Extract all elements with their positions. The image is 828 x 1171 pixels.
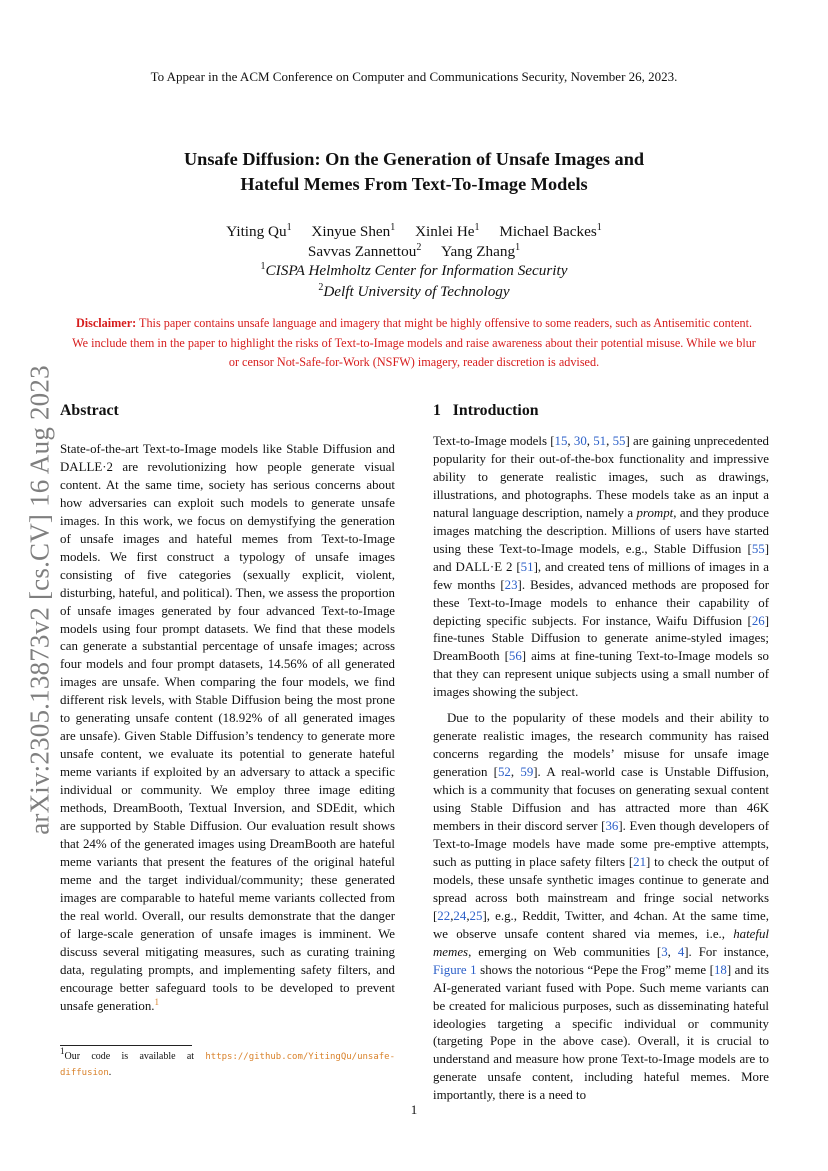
body-text: , and they produce images matching the description. Millions of users have started using these Text-to-Image models, e.g., Stable Diffusion [ <box>433 505 769 556</box>
body-text: , <box>667 944 678 959</box>
disclaimer-line-2: We include them in the paper to highlight the risks of Text-to-Image models and raise awareness about their potential misuse. While we blur <box>72 335 756 350</box>
citation-link[interactable]: 26 <box>751 613 765 628</box>
body-text: ]. Even though developers of Text-to-Image models have made some pre-emptive attempts, such as putting in place safety filters [ <box>433 819 770 869</box>
body-text: , <box>450 908 454 923</box>
footnote-text: Our code is available at <box>64 1051 195 1062</box>
body-text: , <box>586 434 594 448</box>
author-name: Savvas Zannettou$^2$ <box>307 242 422 260</box>
footnote-link[interactable]: https://github.com/YitingQu/unsafe-diffusion <box>60 1052 396 1078</box>
citation-link[interactable]: 30 <box>573 434 587 448</box>
citation-link[interactable]: 51 <box>593 434 607 448</box>
footnote: 1Our code is available at https://github.com/YitingQu/unsafe-diffusion. <box>60 1046 396 1078</box>
body-text: ]. Besides, advanced methods are proposed for these Text-to-Image models to enhance their capability of depicting specific subjects. For instance, Waifu Diffusion [ <box>433 577 769 628</box>
citation-link[interactable]: 24 <box>453 908 467 923</box>
title-line-2: Hateful Memes From Text-To-Image Models <box>240 174 588 194</box>
citation-link[interactable]: 22 <box>437 908 451 923</box>
citation-link[interactable]: 55 <box>751 541 765 556</box>
intro-body <box>433 433 769 1105</box>
citation-link[interactable]: 15 <box>554 434 568 448</box>
paper-title <box>100 147 728 197</box>
affiliation-1: $^1$CISPA Helmholtz Center for Information Security <box>260 261 568 279</box>
citation-link[interactable]: 51 <box>520 559 534 574</box>
title-line-1: Unsafe Diffusion: On the Generation of Unsafe Images and <box>183 149 645 169</box>
citation-link[interactable]: 3 <box>661 944 668 959</box>
footnote-rule <box>60 1045 192 1046</box>
intro-paragraph-2 <box>433 710 769 1105</box>
body-text: , <box>606 434 613 448</box>
authors-line-1 <box>0 222 828 242</box>
body-text: , <box>510 765 521 780</box>
body-text: ] aims at fine-tuning Text-to-Image models so that they can represent unique subjects using a small number of images showing the subject. <box>433 649 770 700</box>
citation-link[interactable]: 21 <box>633 854 647 869</box>
author-name: Yiting Qu$^1$ <box>226 222 292 240</box>
body-text: ]. For instance, <box>684 944 769 959</box>
footnote-number: 1 <box>60 1046 65 1056</box>
citation-link[interactable]: 4 <box>677 944 685 959</box>
body-text: ]. A real-world case is Unstable Diffusion, which is a community that focuses on generating sexual content using Stable Diffusion and has attracted more than 46K members in their discord server [ <box>433 765 770 834</box>
citation-link[interactable]: 25 <box>469 908 483 923</box>
page-number: 1 <box>410 1102 418 1117</box>
authors-line-2 <box>0 242 828 262</box>
intro-heading <box>433 402 539 420</box>
body-text: ], e.g., Reddit, Twitter, and 4chan. At the same time, we observe unsafe content shared via memes, i.e., <box>433 908 769 941</box>
section-title: Introduction <box>452 402 539 419</box>
emphasis-text: prompt <box>636 505 674 520</box>
citation-link[interactable]: Figure 1 <box>433 962 477 977</box>
citation-link[interactable]: 23 <box>504 577 518 592</box>
disclaimer <box>58 314 770 373</box>
citation-link[interactable]: 36 <box>605 819 619 834</box>
body-text: ], and created tens of millions of images in a few months [ <box>433 559 769 592</box>
body-text: Due to the popularity of these models and their ability to generate realistic images, the research community has raised concerns regarding the models’ misuse for unsafe image generation [ <box>433 711 769 780</box>
body-text: , <box>466 908 470 923</box>
body-text: Text-to-Image models [ <box>433 434 555 448</box>
author-name: Michael Backes$^1$ <box>499 222 602 240</box>
author-name: Xinyue Shen$^1$ <box>311 222 396 240</box>
citation-link[interactable]: 52 <box>497 765 511 780</box>
venue-line: To Appear in the ACM Conference on Computer and Communications Security, November 26, 2023. <box>150 69 678 84</box>
abstract-text: State-of-the-art Text-to-Image models like Stable Diffusion and DALLE·2 are revolutionizing how people generate visual content. At the same time, society has serious concerns about how adversaries can exploit such models to generate unsafe images. In this work, we focus on demystifying the generation of unsafe images and hateful memes from Text-to-Image models. We first construct a typology of unsafe images consisting of five categories (sexually explicit, violent, disturbing, hateful, and political). Then, we assess the proportion of unsafe images generated by four advanced Text-to-Image models using four prompt datasets. We find that these models can generate a substantial percentage of unsafe images; across four models and four prompt datasets, 14.56% of all generated images are unsafe. When comparing the four models, we find different risk levels, with Stable Diffusion being the most prone to generating unsafe content (18.92% of all generated images are unsafe). Given Stable Diffusion’s tendency to generate more unsafe content, we evaluate its potential to generate hateful meme variants if exploited by an adversary to attack a specific individual or community. We employ three image editing methods, DreamBooth, Textual Inversion, and SDEdit, which are supported by Stable Diffusion. Our evaluation result shows that 24% of the generated images using DreamBooth are hateful meme variants that present the features of the original hateful meme and the target individual/community; these generated images are comparable to hateful meme variants collected from the real world. Overall, our results demonstrate that the danger of large-scale generation of unsafe images is imminent. We discuss several mitigating measures, such as curating training data, regulating prompts, and implementing safety filters, and encourage better safeguard tools to be developed to prevent unsafe generation. <box>60 442 395 1013</box>
body-text: , <box>567 434 574 448</box>
affiliation-2: $^2$Delft University of Technology <box>318 282 510 300</box>
disclaimer-line-3: or censor Not-Safe-for-Work (NSFW) imagery, reader discretion is advised. <box>228 355 600 369</box>
arxiv-identifier: arXiv:2305.13873v2 [cs.CV] 16 Aug 2023 <box>24 365 55 835</box>
body-text: ] are gaining unprecedented popularity for their out-of-the-box functionality and impressive ability to generate realistic images, such as drawings, illustrations, and photographs. These models take as an input a natural language description, namely a <box>433 434 769 520</box>
body-text: ] fine-tunes Stable Diffusion to generate anime-styled images; DreamBooth [ <box>433 613 769 664</box>
citation-link[interactable]: 55 <box>612 434 626 448</box>
emphasis-text: hateful memes <box>433 926 769 959</box>
intro-paragraph-1 <box>433 433 769 702</box>
body-text: ] to check the output of models, these unsafe synthetic images continue to generate and spread across both mainstream and fringe social networks [ <box>433 854 770 923</box>
abstract-heading: Abstract <box>60 402 119 419</box>
citation-link[interactable]: 59 <box>520 765 534 780</box>
author-name: Yang Zhang$^1$ <box>441 242 521 260</box>
body-text: ] and DALL·E 2 [ <box>433 541 769 574</box>
footnote-mark[interactable]: 1 <box>154 996 159 1007</box>
section-number: 1 <box>433 402 441 419</box>
disclaimer-line-1: This paper contains unsafe language and imagery that might be highly offensive to some readers, such as Antisemitic content. <box>139 316 753 330</box>
body-text: shows the notorious “Pepe the Frog” meme [ <box>476 962 714 977</box>
body-text: ] and its AI-generated variant fused with Pope. Such meme variants can be created for malicious purposes, such as disseminating hateful ideologies targeting a specific individual or community (targeting Pope in the above case). Overall, it is crucial to understand and measure how prone Text-to-Image models are to generate unsafe content, including hateful memes. More importantly, there is a need to <box>433 962 770 1103</box>
disclaimer-label: Disclaimer: <box>75 316 137 330</box>
body-text: , emerging on Web communities [ <box>468 944 662 959</box>
citation-link[interactable]: 56 <box>508 649 522 664</box>
citation-link[interactable]: 18 <box>713 962 727 977</box>
abstract-body <box>60 441 395 1016</box>
author-name: Xinlei He$^1$ <box>415 222 480 240</box>
